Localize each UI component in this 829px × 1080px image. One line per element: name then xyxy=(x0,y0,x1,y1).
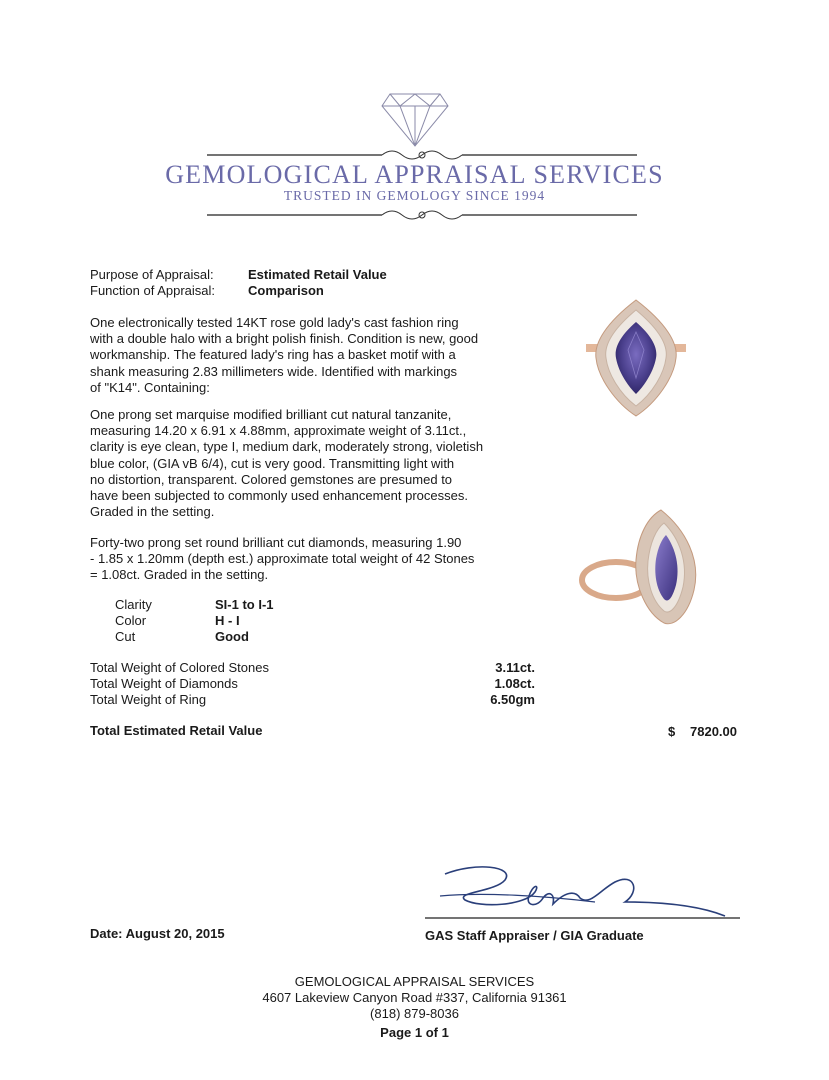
function-label: Function of Appraisal: xyxy=(90,283,216,298)
grade-clarity-label: Clarity xyxy=(115,597,152,612)
function-value: Comparison xyxy=(248,283,324,298)
total-colored-label: Total Weight of Colored Stones xyxy=(90,660,269,675)
footer-company: GEMOLOGICAL APPRAISAL SERVICES xyxy=(294,974,535,989)
footer-address: 4607 Lakeview Canyon Road #337, California 91361 xyxy=(262,990,567,1005)
grade-clarity-value: SI-1 to I-1 xyxy=(215,597,274,612)
handwritten-signature xyxy=(425,862,745,922)
company-tagline: TRUSTED IN GEMOLOGY SINCE 1994 xyxy=(283,188,546,203)
total-colored-value: 3.11ct. xyxy=(495,660,535,675)
purpose-label: Purpose of Appraisal: xyxy=(90,267,214,282)
grade-color-label: Color xyxy=(115,613,147,628)
grade-cut-value: Good xyxy=(215,629,249,644)
grade-color-value: H - I xyxy=(215,613,240,628)
total-diamonds-value: 1.08ct. xyxy=(494,676,535,691)
ring-top-view-photo xyxy=(586,298,686,418)
retail-currency: $ xyxy=(668,724,676,739)
company-title: GEMOLOGICAL APPRAISAL SERVICES xyxy=(165,160,664,189)
ring-side-view-photo xyxy=(576,505,706,630)
description-ring: One electronically tested 14KT rose gold lady's cast fashion ring with a double halo with a bright polish finish. Condition is new, good workmanship. The featured lady's ring has a basket motif with a shank measuring 2.83 millimeters wide. Identified with markings of "K14". Containing: xyxy=(90,315,479,395)
footer-phone: (818) 879-8036 xyxy=(370,1006,459,1021)
total-diamonds-label: Total Weight of Diamonds xyxy=(90,676,238,691)
retail-value: 7820.00 xyxy=(690,724,737,739)
appraiser-title: GAS Staff Appraiser / GIA Graduate xyxy=(425,928,644,943)
grade-cut-label: Cut xyxy=(115,629,136,644)
total-ring-label: Total Weight of Ring xyxy=(90,692,207,707)
appraisal-date: Date: August 20, 2015 xyxy=(90,926,225,941)
total-ring-value: 6.50gm xyxy=(490,692,535,707)
diamond-logo-icon xyxy=(380,90,450,150)
header-rule-bottom xyxy=(207,205,637,225)
description-diamonds: Forty-two prong set round brilliant cut diamonds, measuring 1.90 - 1.85 x 1.20mm (depth est.) approximate total weight of 42 Stones = 1.08ct. Graded in the setting. xyxy=(90,535,475,583)
description-tanzanite: One prong set marquise modified brilliant cut natural tanzanite, measuring 14.20 x 6.91 x 4.88mm, approximate weight of 3.11ct., clarity is eye clean, type I, medium dark, moderately strong, violetish blue color, (GIA vB 6/4), cut is very good. Transmitting light with no distortion, transparent. Colored gemstones are presumed to have been subjected to commonly used enhancement processes. Graded in the setting. xyxy=(90,407,484,520)
page-number: Page 1 of 1 xyxy=(380,1025,449,1040)
purpose-value: Estimated Retail Value xyxy=(248,267,387,282)
retail-label: Total Estimated Retail Value xyxy=(90,723,263,738)
